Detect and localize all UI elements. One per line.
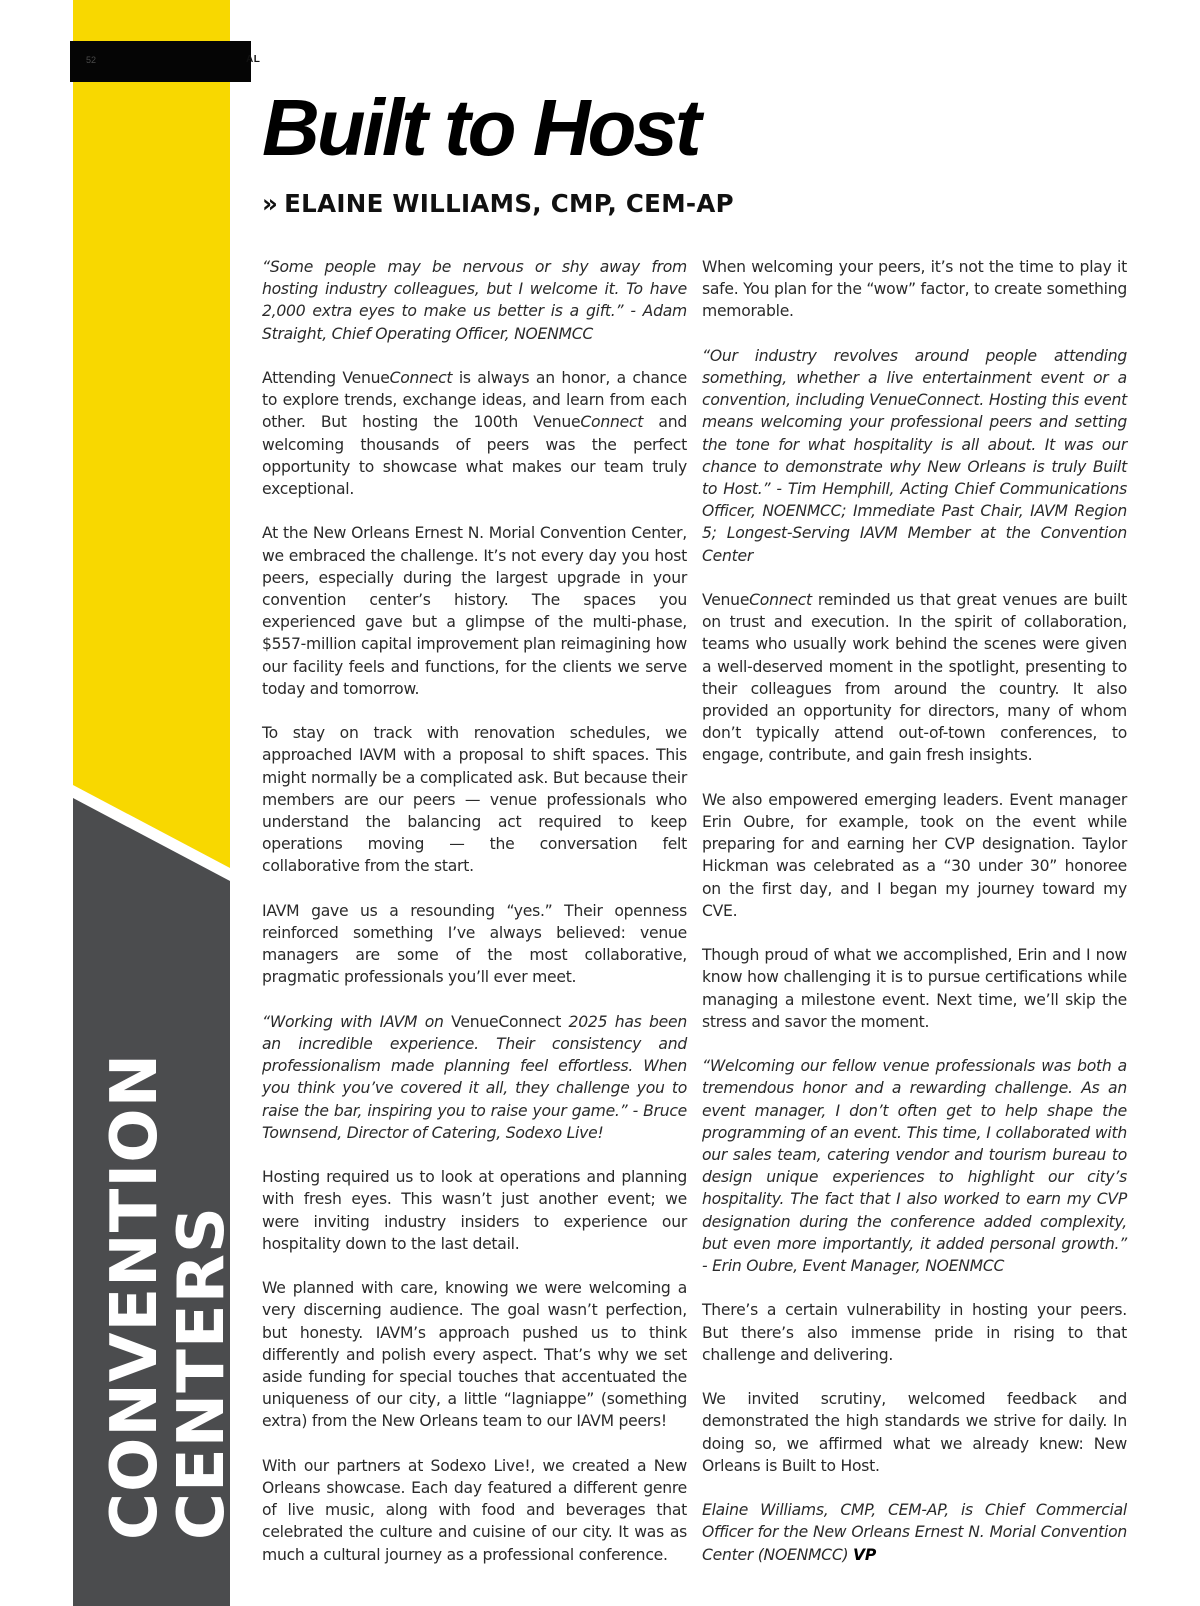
pull-quote-townsend <box>262 1011 687 1144</box>
body-paragraph <box>262 367 687 500</box>
body-paragraph: IAVM gave us a resounding “yes.” Their openness reinforced something I’ve always believed: venue managers are some of the most collaborative, pragmatic professionals you’ll ever meet. <box>262 901 687 987</box>
text-run: reminded us that great venues are built on trust and execution. In the spirit of collaboration, teams who usually work behind the scenes were given a well-deserved moment in the spotlight, presenting to their colleagues from around the country. It also provided an opportunity for directors, many of whom don’t typically attend out-of-town conferences, to engage, contribute, and gain fresh insights. <box>702 591 1127 765</box>
text-run: 2025 has been an incredible experience. Their consistency and professionalism made planning feel effortless. When you think you’ve covered it all, they challenge you to raise the bar, inspiring you to raise your game.” - Bruce Townsend, Director of Catering, Sodexo Live! <box>262 1012 687 1142</box>
text-run-italic: Connect <box>580 413 644 432</box>
header-bar <box>70 41 251 82</box>
section-label-vertical <box>98 980 239 1540</box>
text-run: is always an honor, a chance to explore trends, exchange ideas, and learn from each other. But hosting the 100th Venue <box>262 369 687 432</box>
text-run: Venue <box>702 591 750 610</box>
body-paragraph: We planned with care, knowing we were welcoming a very discerning audience. The goal wasn’t perfection, but honesty. IAVM’s approach pushed us to think differently and polish every aspect. That’s why we set aside funding for special touches that accentuated the uniqueness of our city, a little “lagniappe” (something extra) from the New Orleans team to our IAVM peers! <box>262 1279 687 1431</box>
text-run: Elaine Williams, CMP, CEM-AP, is Chief Commercial Officer for the New Orleans Ernest N. Morial Convention Center (NOENMCC) <box>702 1501 1127 1564</box>
text-run: and welcoming thousands of peers was the perfect opportunity to showcase what makes our team truly exceptional. <box>262 413 687 499</box>
pull-quote-hemphill: “Our industry revolves around people attending something, whether a live entertainment event or a convention, including VenueConnect. Hosting this event means welcoming your professional peers and setting the tone for what hospitality is all about. It was our chance to demonstrate why New Orleans is truly Built to Host.” - Tim Hemphill, Acting Chief Communications Officer, NOENMCC; Immediate Past Chair, IAVM Region 5; Longest-Serving IAVM Member at the Convention Center <box>702 346 1127 565</box>
body-paragraph: To stay on track with renovation schedules, we approached IAVM with a proposal to shift spaces. This might normally be a complicated ask. But because their members are our peers — venue professionals who understand the balancing act required to keep operations moving — the conversation felt collaborative from the start. <box>262 724 687 876</box>
body-paragraph: We invited scrutiny, welcomed feedback and demonstrated the high standards we strive for daily. In doing so, we affirmed what we already knew: New Orleans is Built to Host. <box>702 1390 1127 1475</box>
byline-chevron-icon: » <box>262 189 279 218</box>
body-paragraph: Hosting required us to look at operations and planning with fresh eyes. This wasn’t just another event; we were inviting industry insiders to experience our hospitality down to the last detail. <box>262 1168 687 1253</box>
body-paragraph: Though proud of what we accomplished, Erin and I now know how challenging it is to pursue certifications while managing a milestone event. Next time, we’ll skip the stress and savor the moment. <box>702 946 1127 1031</box>
text-run-italic: Connect <box>749 591 812 610</box>
text-run: Attending Venue <box>262 369 390 387</box>
body-paragraph: We also empowered emerging leaders. Event manager Erin Oubre, for example, took on the event while preparing for and earning her CVP designation. Taylor Hickman was celebrated as a “30 under 30” honoree on the first day, and I began my journey toward my CVE. <box>702 790 1127 920</box>
text-run-italic: Connect <box>389 369 453 387</box>
text-run-upright: VenueConnect <box>451 1012 562 1031</box>
byline-author: ELAINE WILLIAMS, CMP, CEM-AP <box>284 189 734 218</box>
article-column-left <box>262 256 687 1588</box>
article-title: Built to Host <box>262 83 699 172</box>
pull-quote-straight: “Some people may be nervous or shy away from hosting industry colleagues, but I welcome it. To have 2,000 extra eyes to make us better is a gift.” - Adam Straight, Chief Operating Officer, NOENMCC <box>262 258 687 343</box>
section-tab-fragment: AL <box>246 54 261 65</box>
article-column-right <box>702 256 1127 1588</box>
body-paragraph: At the New Orleans Ernest N. Morial Convention Center, we embraced the challenge. It’s not every day you host peers, especially during the largest upgrade in your convention center’s history. The spaces you experienced gave but a glimpse of the multi-phase, $557-million capital improvement plan reimagining how our facility feels and functions, for the clients we serve today and tomorrow. <box>262 524 687 698</box>
text-run: “Working with IAVM on <box>262 1012 452 1031</box>
body-paragraph: When welcoming your peers, it’s not the time to play it safe. You plan for the “wow” factor, to create something memorable. <box>702 258 1127 321</box>
author-bio <box>702 1499 1127 1566</box>
byline <box>262 189 734 218</box>
body-paragraph: There’s a certain vulnerability in hosting your peers. But there’s also immense pride in rising to that challenge and delivering. <box>702 1301 1127 1364</box>
pull-quote-oubre: “Welcoming our fellow venue professionals was both a tremendous honor and a rewarding challenge. As an event manager, I don’t often get to help shape the programming of an event. This time, I collaborated with our sales team, catering vendor and tourism bureau to design unique experiences to highlight our city’s hospitality. The fact that I also worked to earn my CVP designation during the conference added complexity, but even more importantly, it added personal growth.” - Erin Oubre, Event Manager, NOENMCC <box>702 1057 1127 1276</box>
page-number: 52 <box>86 55 97 65</box>
section-label-line1: CONVENTION <box>98 1052 172 1540</box>
body-paragraph <box>702 589 1127 767</box>
section-label-line2: CENTERS <box>165 1206 239 1540</box>
vp-end-mark: VP <box>853 1545 877 1564</box>
body-paragraph: With our partners at Sodexo Live!, we created a New Orleans showcase. Each day featured a different genre of live music, along with food and beverages that celebrated the culture and cuisine of our city. It was as much a cultural journey as a professional conference. <box>262 1456 687 1564</box>
